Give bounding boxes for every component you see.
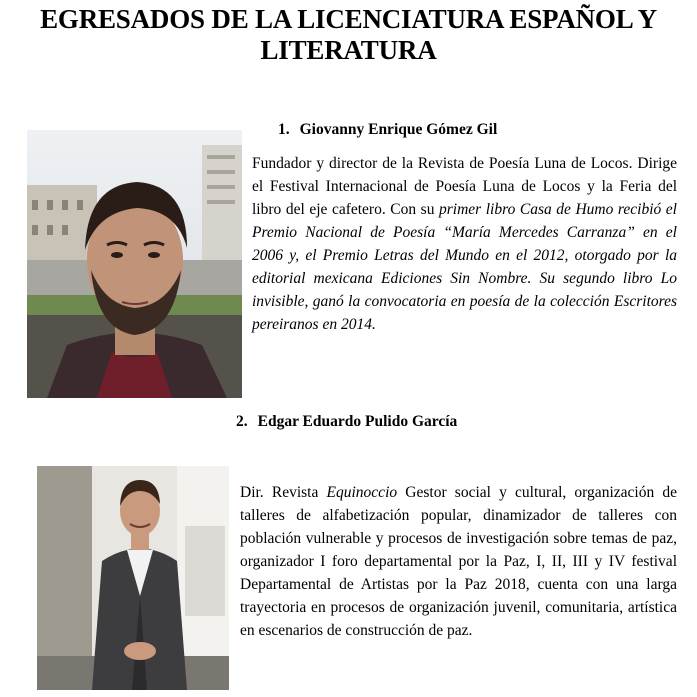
graduate-2-bio-part-1: Dir. Revista bbox=[240, 484, 327, 501]
graduate-1-bio-part-1: Fundador y director de la Revista de Poesía Luna de Locos. Dirige el Festival Internacional de Poesía Luna de Locos y la Feria del libro del eje cafetero. Con su bbox=[252, 155, 677, 218]
graduate-1-name: Giovanny Enrique Gómez Gil bbox=[299, 121, 498, 138]
graduate-2-photo bbox=[37, 466, 229, 690]
graduate-2-name: Edgar Eduardo Pulido García bbox=[257, 413, 458, 430]
graduate-1-number: 1. bbox=[278, 121, 290, 138]
page-title bbox=[0, 4, 697, 66]
graduate-2-bio-part-2: Equinoccio bbox=[326, 484, 398, 501]
graduate-1-bio bbox=[252, 152, 677, 336]
page-title-line-1: EGRESADOS DE LA LICENCIATURA ESPAÑOL Y bbox=[40, 4, 657, 34]
graduate-2-bio bbox=[240, 481, 677, 642]
graduate-2-bio-part-3: Gestor social y cultural, organización de talleres de alfabetización popular, dinamizador de talleres con población vulnerable y procesos de investigación sobre temas de paz, organizador I foro departamental por la Paz, I, II, III y IV festival Departamental de Artistas por la Paz 2018, cuenta con una larga trayectoria en procesos de organización juvenil, comunitaria, artística en escenarios de construcción de paz. bbox=[240, 484, 677, 639]
graduate-1-bio-part-2: primer libro Casa de Humo recibió el Premio Nacional de Poesía “María Mercedes Carranza” en el 2006 y, el Premio Letras del Mundo en el 2012, otorgado por la editorial mexicana Ediciones Sin Nombre. Su segundo libro Lo invisible, ganó la convocatoria en poesía de la colección Escritores pereiranos en 2014. bbox=[252, 201, 677, 333]
graduate-1-photo bbox=[27, 130, 242, 398]
graduate-2-number: 2. bbox=[236, 413, 248, 430]
page-title-line-2: LITERATURA bbox=[260, 35, 437, 65]
graduate-2-heading bbox=[236, 412, 457, 432]
graduate-1-heading bbox=[278, 120, 497, 140]
